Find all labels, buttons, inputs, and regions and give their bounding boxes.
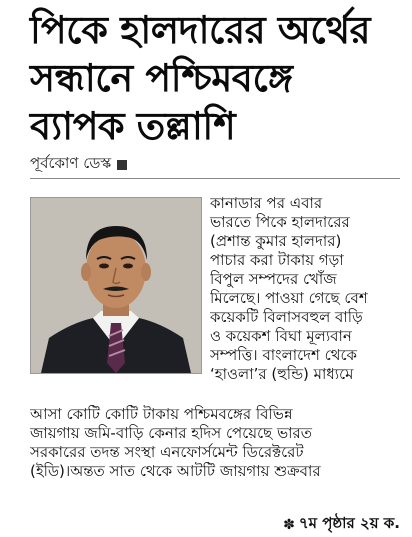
continuation-text: ৭ম পৃষ্ঠার ২য় ক.: [298, 514, 400, 532]
flower-bullet-icon: ✽: [283, 516, 295, 533]
byline-text: পূর্বকোণ ডেস্ক: [30, 154, 112, 172]
article-line: আসা কোটি কোটি টাকায় পশ্চিমবঙ্গের বিভিন্ন: [30, 405, 293, 423]
article-line: জায়গায় জমি-বাড়ি কেনার হদিস পেয়েছে ভারত: [30, 424, 312, 442]
divider: [30, 178, 400, 179]
portrait-photo: [30, 197, 202, 374]
article-line: কয়েকটি বিলাসবহুল বাড়ি: [210, 308, 363, 326]
article-line: ও কয়েকশ বিঘা মূল্যবান: [210, 327, 352, 345]
article-line: ‘হাওলা’র (হুন্ডি) মাধ্যমে: [210, 365, 354, 383]
byline: [30, 152, 127, 177]
headline-line-2: সন্ধানে পশ্চিমবঙ্গে: [30, 56, 293, 100]
headline: [30, 6, 400, 150]
article-line: সরকারের তদন্ত সংস্থা এনফোর্সমেন্ট ডিরেক্টরেট: [30, 443, 304, 461]
article-line: সম্পত্তি। বাংলাদেশ থেকে: [210, 346, 357, 364]
article-line: কানাডার পর এবার: [210, 194, 323, 212]
headline-line-1: পিকে হালদারের অর্থের: [30, 8, 371, 52]
article-column-right: [210, 194, 400, 384]
article-line: পাচার করা টাকায় গড়া: [210, 251, 344, 269]
article-column-full: [30, 405, 400, 481]
article-line: (প্রশান্ত কুমার হালদার): [210, 232, 342, 250]
headline-line-3: ব্যাপক তল্লাশি: [30, 104, 236, 148]
article-line: (ইডি)।অন্তত সাত থেকে আটটি জায়গায় শুক্রবার: [30, 462, 321, 480]
portrait-illustration: [31, 198, 201, 373]
article-line: মিলেছে। পাওয়া গেছে বেশ: [210, 289, 368, 307]
square-bullet-icon: [117, 160, 127, 170]
continuation-note: [283, 512, 400, 537]
article-line: ভারতে পিকে হালদারের: [210, 213, 350, 231]
article-line: বিপুল সম্পদের খোঁজ: [210, 270, 337, 288]
